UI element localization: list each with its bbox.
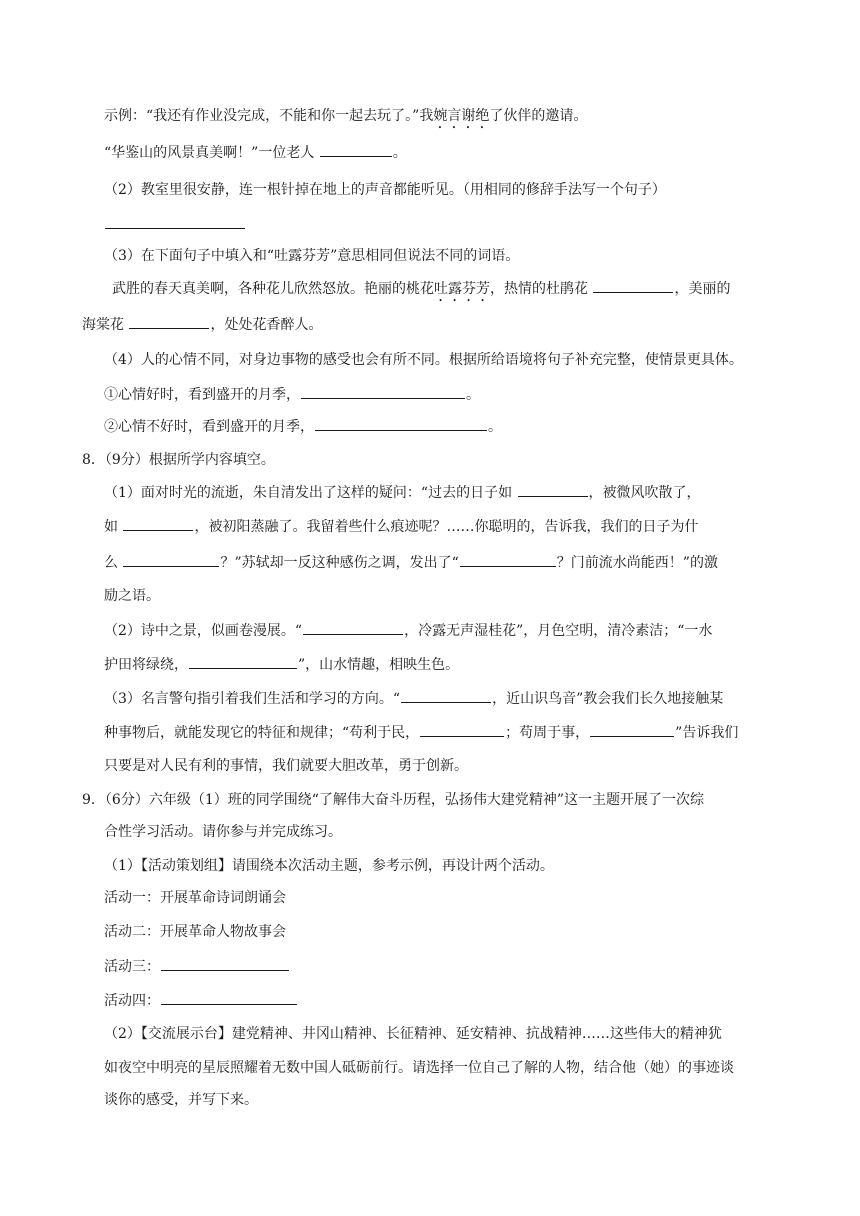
q9-heading-line1: 9．（6分）六年级（1）班的同学围绕“了解伟大奋斗历程，弘扬伟大建党精神”这一主题开展了一次综 (82, 792, 705, 808)
q9-heading-line2: 合性学习活动。请你参与并完成练习。 (104, 824, 342, 840)
answer-blank[interactable] (129, 314, 209, 329)
answer-blank[interactable] (315, 416, 487, 431)
q8-part3-line3: 只要是对人民有利的事情，我们就要大胆改革，勇于创新。 (104, 758, 468, 774)
q9-part2-line1: （2）【交流展示台】建党精神、井冈山精神、长征精神、延安精神、抗战精神……这些伟大的精神犹 (104, 1026, 722, 1042)
activity-2: 活动二：开展革命人物故事会 (104, 924, 286, 940)
q8-part2-line1: （2）诗中之景，似画卷漫展。“ ，冷露无声湿桂花”，月色空明，清冷素洁；“一水 (104, 620, 712, 641)
q9-part2-line3: 谈你的感受，并写下来。 (104, 1092, 258, 1108)
answer-blank[interactable] (123, 516, 193, 531)
activity-1: 活动一：开展革命诗词朗诵会 (104, 890, 286, 906)
answer-blank[interactable] (189, 654, 297, 669)
q7-part3-title: （3）在下面句子中填入和“吐露芬芳”意思相同但说法不同的词语。 (104, 248, 520, 264)
q9-part1: （1）【活动策划组】请围绕本次活动主题，参考示例，再设计两个活动。 (104, 858, 554, 874)
activity-3: 活动三： (104, 956, 290, 977)
answer-blank[interactable] (303, 620, 403, 635)
answer-blank[interactable] (161, 990, 297, 1005)
q7-part4-item1: ①心情好时，看到盛开的月季， 。 (104, 384, 480, 405)
q8-part1-line4: 励之语。 (104, 588, 160, 604)
q8-part3-line1: （3）名言警句指引着我们生活和学习的方向。“ ，近山识鸟音”教会我们长久地接触某 (104, 688, 723, 709)
q8-heading: 8．（9分）根据所学内容填空。 (82, 452, 275, 468)
q7-part4-item2: ②心情不好时，看到盛开的月季， 。 (104, 416, 502, 437)
q7-part3-line1: 武胜的春天真美啊，各种花儿欣然怒放。艳丽的桃花吐露芬芳，热情的杜鹃花 ，美丽的 (112, 278, 730, 305)
q7-part3-line2: 海棠花 ，处处花香醉人。 (82, 314, 322, 335)
answer-blank[interactable] (320, 142, 392, 157)
q7-part2: （2）教室里很安静，连一根针掉在地上的声音都能听见。（用相同的修辞手法写一个句子） (104, 182, 666, 198)
sentence-a: “华鉴山的风景真美啊！”一位老人 。 (104, 142, 407, 163)
activity-4: 活动四： (104, 990, 298, 1011)
answer-blank[interactable] (590, 722, 674, 737)
answer-blank[interactable] (161, 956, 289, 971)
answer-blank[interactable] (420, 722, 504, 737)
q8-part1-line2: 如 ，被初阳蒸融了。我留着些什么痕迹呢？……你聪明的，告诉我，我们的日子为什 (104, 516, 698, 537)
q9-part2-line2: 如夜空中明亮的星辰照耀着无数中国人砥砺前行。请选择一位自己了解的人物，结合他（她）的事迹谈 (104, 1060, 734, 1076)
q8-part3-line2: 种事物后，就能发现它的特征和规律；“苟利于民， ；苟周于事， ”告诉我们 (104, 722, 738, 743)
q8-part1-line1: （1）面对时光的流逝，朱自清发出了这样的疑问：“过去的日子如 ，被微风吹散了， (104, 482, 701, 503)
answer-blank[interactable] (123, 552, 219, 567)
example-line: 示例：“我还有作业没完成，不能和你一起去玩了。”我婉言谢绝了伙伴的邀请。 (104, 108, 588, 124)
answer-blank[interactable] (593, 278, 673, 293)
q8-part2-line2: 护田将绿绕， ”，山水情趣，相映生色。 (104, 654, 459, 675)
answer-blank[interactable] (518, 482, 588, 497)
answer-blank[interactable] (401, 688, 491, 703)
answer-blank[interactable] (301, 384, 465, 399)
answer-blank[interactable] (460, 552, 556, 567)
q7-part4-title: （4）人的心情不同，对身边事物的感受也会有所不同。根据所给语境将句子补充完整，使情景更具体。 (104, 352, 743, 368)
q8-part1-line3: 么 ？”苏轼却一反这种感伤之调，发出了“ ？门前流水尚能西！”的激 (104, 552, 718, 573)
q7-part2-blank-line[interactable] (104, 214, 246, 235)
